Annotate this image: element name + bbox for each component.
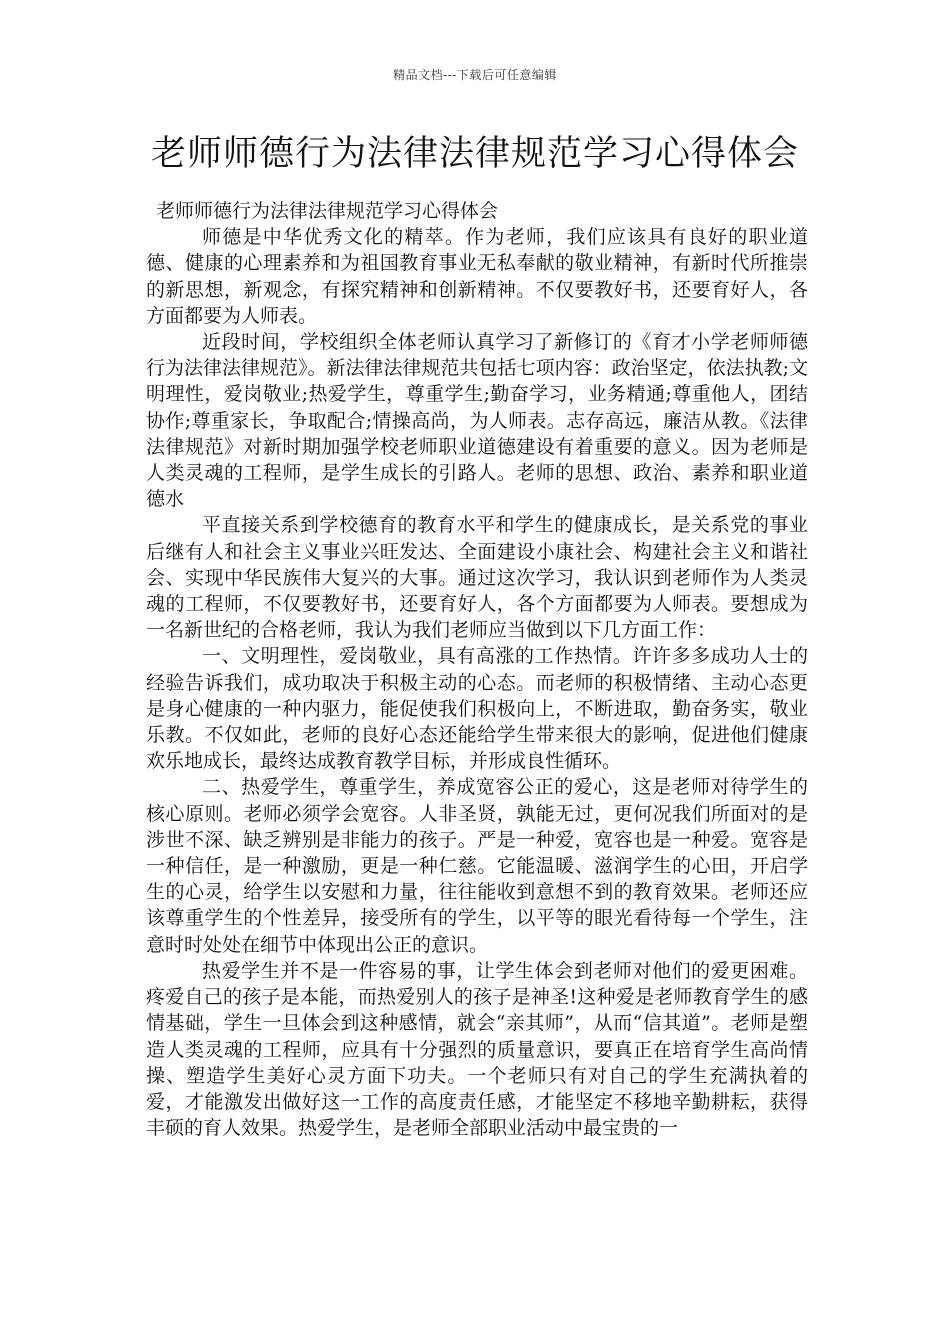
paragraph-6: 热爱学生并不是一件容易的事，让学生体会到老师对他们的爱更困难。疼爱自己的孩子是本能，而热爱别人的孩子是神圣!这种爱是老师教育学生的感情基础，学生一旦体会到这种感情，就会“亲其师”，从而“信其道”。老师是塑造人类灵魂的工程师，应具有十分强烈的质量意识，要真正在培育学生高尚情操、塑造学生美好心灵方面下功夫。一个老师只有对自己的学生充满执着的爱，才能激发出做好这一工作的高度责任感，才能坚定不移地辛勤耕耘，获得丰硕的育人效果。热爱学生，是老师全部职业活动中最宝贵的一 (146, 959, 808, 1140)
paragraph-5: 二、热爱学生，尊重学生，养成宽容公正的爱心，这是老师对待学生的核心原则。老师必须学会宽容。人非圣贤，孰能无过，更何况我们所面对的是涉世不深、缺乏辨别是非能力的孩子。严是一种爱，宽容也是一种爱。宽容是一种信任，是一种激励，更是一种仁慈。它能温暖、滋润学生的心田，开启学生的心灵，给学生以安慰和力量，往往能收到意想不到的教育效果。老师还应该尊重学生的个性差异，接受所有的学生，以平等的眼光看待每一个学生，注意时时处处在细节中体现出公正的意识。 (146, 776, 808, 956)
paragraph-3: 平直接关系到学校德育的教育水平和学生的健康成长，是关系党的事业后继有人和社会主义事业兴旺发达、全面建设小康社会、构建社会主义和谐社会、实现中华民族伟大复兴的大事。通过这次学习，我认识到老师作为人类灵魂的工程师，不仅要教好书，还要育好人，各个方面都要为人师表。要想成为一名新世纪的合格老师，我认为我们老师应当做到以下几方面工作： (146, 514, 808, 642)
document-subtitle: 老师师德行为法律法律规范学习心得体会 (156, 200, 499, 222)
document-title: 老师师德行为法律法律规范学习心得体会 (150, 134, 799, 174)
document-body (146, 198, 808, 1141)
paragraph-4: 一、文明理性，爱岗敬业，具有高涨的工作热情。许许多多成功人士的经验告诉我们，成功取决于积极主动的心态。而老师的积极情绪、主动心态更是身心健康的一种内驱力，能促使我们积极向上，不断进取，勤奋务实，敬业乐教。不仅如此，老师的良好心态还能给学生带来很大的影响，促进他们健康欢乐地成长，最终达成教育教学目标，并形成良性循环。 (146, 645, 808, 773)
paragraph-2: 近段时间，学校组织全体老师认真学习了新修订的《育才小学老师师德行为法律法律规范》。新法律法律规范共包括七项内容：政治坚定，依法执教;文明理性，爱岗敬业;热爱学生，尊重学生;勤奋学习，业务精通;尊重他人，团结协作;尊重家长，争取配合;情操高尚，为人师表。志存高远，廉洁从教。《法律法律规范》对新时期加强学校老师职业道德建设有着重要的意义。因为老师是人类灵魂的工程师，是学生成长的引路人。老师的思想、政治、素养和职业道德水 (146, 331, 808, 511)
header-note: 精品文档---下载后可任意编辑 (393, 68, 557, 82)
paragraph-1: 师德是中华优秀文化的精萃。作为老师，我们应该具有良好的职业道德、健康的心理素养和为祖国教育事业无私奉献的敬业精神，有新时代所推崇的新思想，新观念，有探究精神和创新精神。不仅要教好书，还要育好人，各方面都要为人师表。 (146, 226, 808, 327)
